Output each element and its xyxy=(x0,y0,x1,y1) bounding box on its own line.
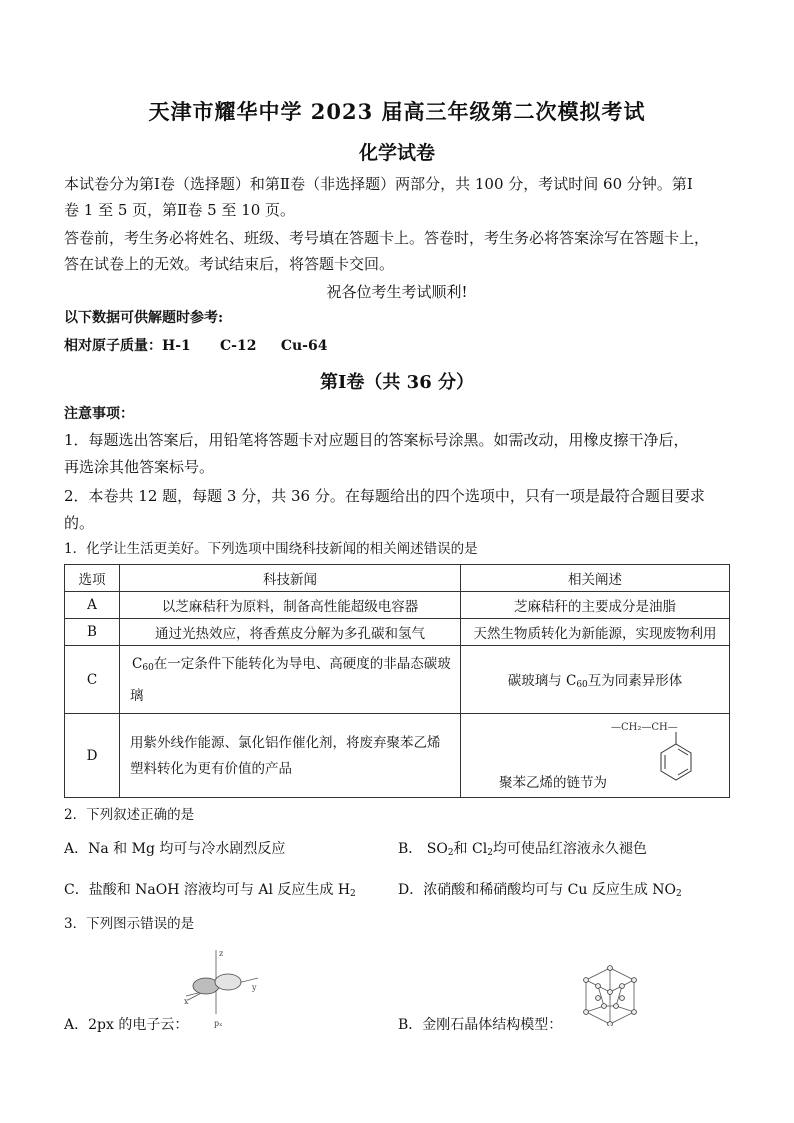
row-label: D xyxy=(65,714,120,798)
svg-text:x: x xyxy=(184,997,189,1006)
notice-2b: 的。 xyxy=(64,514,95,532)
notice-2a: 2．本卷共 12 题，每题 3 分，共 36 分。在每题给出的四个选项中，只有一项是最符合题目要求 xyxy=(64,487,705,505)
q1-table xyxy=(64,564,730,798)
row-note: 天然生物质转化为新能源，实现废物利用 xyxy=(461,619,730,646)
q1-stem: 1．化学让生活更美好。下列选项中围绕科技新闻的相关阐述错误的是 xyxy=(64,541,478,557)
row-note: 碳玻璃与 $C_{60}$互为同素异形体 xyxy=(461,646,730,714)
section-title: 第Ⅰ卷（共 36 分） xyxy=(319,372,474,393)
q2-option-b: B． $SO_2$和 $Cl_2$均可使品红溶液永久褪色 xyxy=(398,841,647,858)
row-note: 聚苯乙烯的链节为 —CH₂—CH— xyxy=(461,714,730,798)
intro-line-3: 答卷前，考生务必将姓名、班级、考号填在答题卡上。答卷时，考生务必将答案涂写在答题卡上， xyxy=(64,229,710,247)
intro-line-1: 本试卷分为第Ⅰ卷（选择题）和第Ⅱ卷（非选择题）两部分，共 100 分，考试时间 60 分钟。第Ⅰ xyxy=(64,175,693,193)
intro-line-4: 答在试卷上的无效。考试结束后，将答题卡交回。 xyxy=(64,255,395,273)
q2-stem: 2．下列叙述正确的是 xyxy=(64,807,195,823)
header-note: 相关阐述 xyxy=(461,565,730,592)
reference-title: 以下数据可供解题时参考: xyxy=(64,310,224,326)
svg-text:z: z xyxy=(219,949,224,958)
row-news: 以芝麻秸秆为原料，制备高性能超级电容器 xyxy=(120,592,461,619)
page-title: 天津市耀华中学 2023 届高三年级第二次模拟考试 xyxy=(148,99,646,124)
table-header-row xyxy=(65,565,730,592)
table-row xyxy=(65,714,730,798)
atomic-masses: 相对原子质量：H-1 C-12 Cu-64 xyxy=(64,338,328,354)
header-option: 选项 xyxy=(65,565,120,592)
q3-stem: 3．下列图示错误的是 xyxy=(64,916,195,932)
q2-option-d: D．浓硝酸和稀硝酸均可与 Cu 反应生成 $NO_2$ xyxy=(398,882,682,899)
row-news: 用紫外线作能源、氯化铝作催化剂，将废弃聚苯乙烯 塑料转化为更有价值的产品 xyxy=(120,714,461,798)
svg-text:y: y xyxy=(252,983,257,992)
page-subtitle: 化学试卷 xyxy=(358,142,435,164)
row-label: C xyxy=(65,646,120,714)
table-row xyxy=(65,619,730,646)
q3-option-b: B．金刚石晶体结构模型： xyxy=(398,1017,563,1033)
diamond-structure-figure xyxy=(574,958,646,1026)
row-news: 通过光热效应，将香蕉皮分解为多孔碳和氢气 xyxy=(120,619,461,646)
row-label: B xyxy=(65,619,120,646)
intro-line-2: 卷 1 至 5 页，第Ⅱ卷 5 至 10 页。 xyxy=(64,201,296,219)
q3-option-a: A．2px 的电子云： xyxy=(64,1017,189,1033)
row-note: 芝麻秸秆的主要成分是油脂 xyxy=(461,592,730,619)
notice-title: 注意事项： xyxy=(64,406,134,422)
row-news: $C_{60}$在一定条件下能转化为导电、高硬度的非晶态碳玻 璃 xyxy=(120,646,461,714)
polystyrene-unit-structure xyxy=(611,718,729,792)
notice-1b: 再选涂其他答案标号。 xyxy=(64,458,215,476)
table-row xyxy=(65,592,730,619)
svg-text:pₓ: pₓ xyxy=(214,1019,223,1028)
row-label: A xyxy=(65,592,120,619)
q2-option-c: C．盐酸和 NaOH 溶液均可与 Al 反应生成 $H_2$ xyxy=(64,882,356,899)
2px-electron-cloud-figure xyxy=(176,944,264,1028)
q2-option-a: A．Na 和 Mg 均可与冷水剧烈反应 xyxy=(64,841,286,857)
header-news: 科技新闻 xyxy=(120,565,461,592)
notice-1a: 1．每题选出答案后，用铅笔将答题卡对应题目的答案标号涂黑。如需改动，用橡皮擦干净后， xyxy=(64,431,689,449)
svg-text:—CH₂—CH—: —CH₂—CH— xyxy=(611,722,678,733)
wish-line: 祝各位考生考试顺利! xyxy=(326,283,468,301)
table-row xyxy=(65,646,730,714)
